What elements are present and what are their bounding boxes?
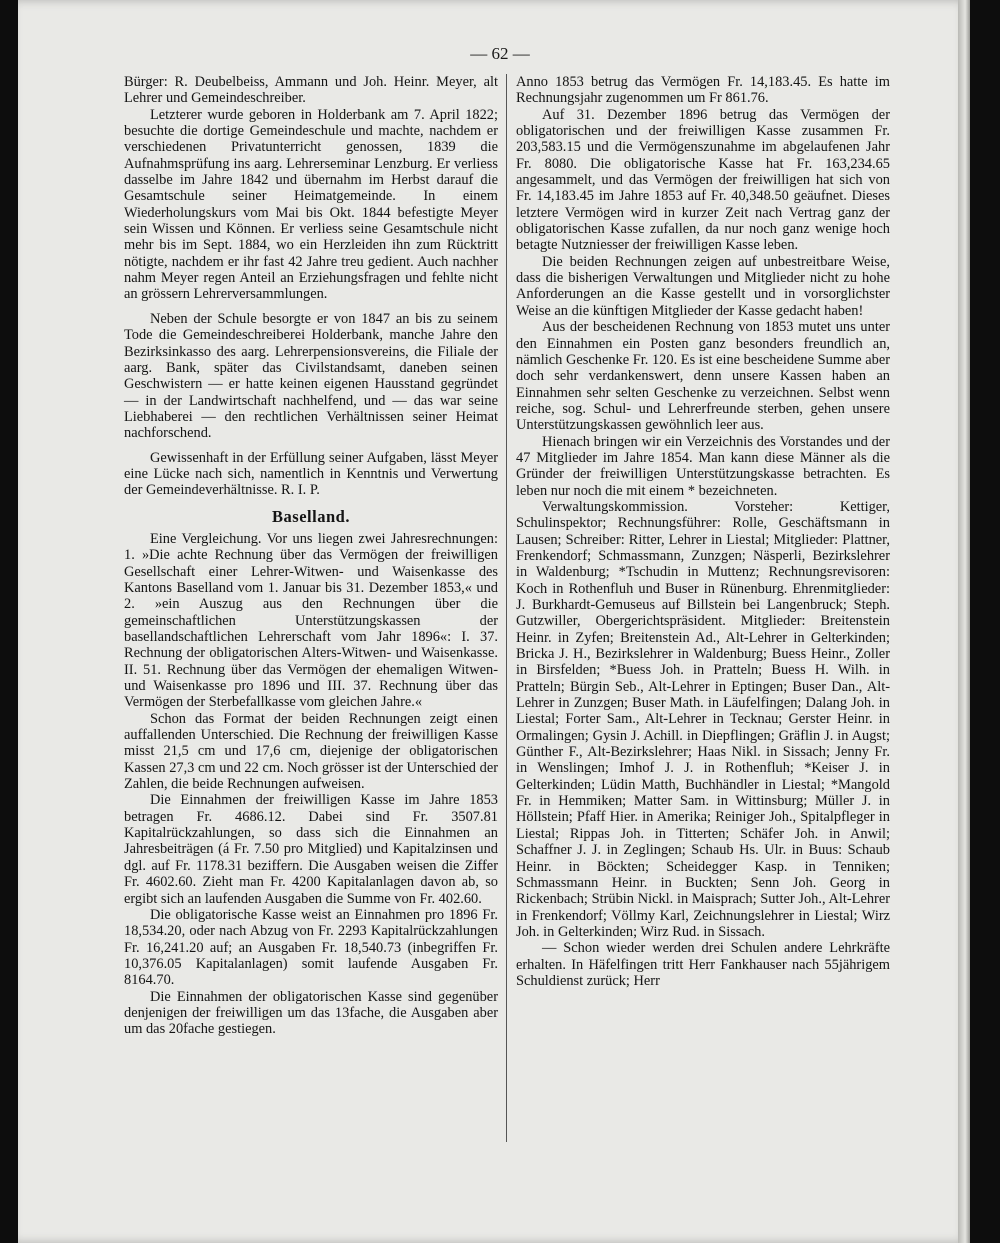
paragraph: Verwaltungskommission. Vorsteher: Kettiger, Schulinspektor; Rechnungsführer: Rolle, Geschäftsmann in Lausen; Schreiber: Ritter, Lehrer in Liestal; Mitglieder: Plattner, Frenkendorf; Schmassmann, Zunzgen; Näsperli, Bezirkslehrer in Waldenburg; *Tschudin in Muttenz; Rechnungsrevisoren: Koch in Rothenfluh und Buser in Rünenburg. Ehrenmitglieder: J. Burkhardt-Gemuseus auf Billstein bei Langenbruck; Steph. Gutzwiller, Obergerichtspräsident. Mitglieder: Breitenstein Heinr. in Zyfen; Breitenstein Ad., Alt-Lehrer in Gelterkinden; Bricka J. H., Bezirkslehrer in Waldenburg; Buess Heinr., Zoller in Birsfelden; *Buess Joh. in Pratteln; Buess H. Wilh. in Pratteln; Bürgin Seb., Alt-Lehrer in Eptingen; Buser Dan., Alt-Lehrer in Zunzgen; Buser Math. in Läufelfingen; Dalang Joh. in Liestal; Forter Sam., Alt-Lehrer in Tecknau; Gerster Heinr. in Ormalingen; Gysin J. Achill. in Diepflingen; Gräflin J. in Augst; Günther F., Alt-Bezirkslehrer; Haas Nikl. in Sissach; Jenny Fr. in Wenslingen; Imhof J. J. in Rothenfluh; *Keiser J. in Gelterkinden; Lüdin Matth, Buchhändler in Liestal; *Mangold Fr. in Hemmiken; Matter Sam. in Wittinsburg; Müller J. in Höllstein; Pfaff Hier. in Amerika; Reiniger Joh., Spitalpfleger in Liestal; Rippas Joh. in Titterten; Schäfer Joh. in Anwil; Schaffner J. J. in Zeglingen; Schaub Hs. Ulr. in Buus: Schaub Heinr. in Böckten; Scheidegger Kasp. in Tenniken; Schmassmann Heinr. in Buckten; Senn Joh. Georg in Rickenbach; Strübin Nickl. in Maisprach; Sutter Joh., Alt-Lehrer in Frenkendorf; Völlmy Karl, Zeichnungslehrer in Liestal; Wirz Joh. in Gelterkinden; Wirz Rud. in Sissach. <box>516 498 890 940</box>
paragraph: Schon das Format der beiden Rechnungen zeigt einen auffallenden Unterschied. Die Rechnung der freiwilligen Kasse misst 21,5 cm und 17,6 cm, diejenige der obligatorischen Kassen 27,3 cm und 22 cm. Noch grösser ist der Unterschied der Zahlen, die beide Rechnungen aufweisen. <box>124 710 498 793</box>
paragraph: Hienach bringen wir ein Verzeichnis des Vorstandes und der 47 Mitglieder im Jahre 1854. Man kann diese Männer als die Gründer der freiwilligen Unterstützungskasse betrachten. Es leben nur noch die mit einem * bezeichneten. <box>516 433 890 499</box>
right-column <box>516 74 890 989</box>
left-column <box>124 74 498 1038</box>
paragraph: — Schon wieder werden drei Schulen andere Lehrkräfte erhalten. In Häfelfingen tritt Herr Fankhauser nach 55jährigem Schuldienst zurück; Herr <box>516 940 890 989</box>
paragraph: Die beiden Rechnungen zeigen auf unbestreitbare Weise, dass die bisherigen Verwaltungen und Mitglieder nicht zu hohe Anforderungen an die Kasse gestellt und in vorsorglichster Weise an die künftigen Mitglieder der Kasse gedacht haben! <box>516 253 890 319</box>
paragraph: Letzterer wurde geboren in Holderbank am 7. April 1822; besuchte die dortige Gemeindeschule und machte, nachdem er verschiedenen Privatunterricht genossen, 1839 die Aufnahmsprüfung ins aarg. Lehrerseminar Lenzburg. Er verliess dasselbe im Jahre 1842 und übernahm im Herbst darauf die Gesamtschule seiner Heimatgemeinde. In einem Wiederholungskurs vom Mai bis Okt. 1844 befestigte Meyer sein Wissen und Können. Er verliess seine Gesamtschule nicht mehr bis im Sept. 1884, wo ein Herzleiden ihn zum Rücktritt nötigte, nachdem er ihr fast 42 Jahre treu gedient. Auch nachher nahm Meyer regen Anteil an Erziehungsfragen und fehlte nicht an grössern Lehrerversammlungen. <box>124 106 498 303</box>
paragraph: Neben der Schule besorgte er von 1847 an bis zu seinem Tode die Gemeindeschreiberei Holderbank, manche Jahre den Bezirksinkasso des aarg. Lehrerpensionsvereins, die Filiale der aarg. Bank, später das Civilstandsamt, daneben seinen Geschwistern — er hatte keinen eigenen Hausstand gegründet — in der Landwirtschaft nachhelfend, und — das war seine Liebhaberei — den rechtlichen Verhältnissen seiner Heimat nachforschend. <box>124 310 498 442</box>
paragraph: Auf 31. Dezember 1896 betrug das Vermögen der obligatorischen und der freiwilligen Kasse zusammen Fr. 203,583.15 und die Vermögenszunahme im abgelaufenen Jahr Fr. 8080. Die obligatorische Kasse hat Fr. 163,234.65 angesammelt, und das Vermögen der freiwilligen hat sich von Fr. 14,183.45 im Jahre 1853 auf Fr. 40,348.50 geäufnet. Dieses letztere Vermögen wird in kurzer Zeit nach Vertrag ganz der obligatorischen Kasse zufallen, da nur noch ganz wenige hoch betagte Nutzniesser der freiwilligen Kasse leben. <box>516 106 890 254</box>
page-number: — 62 — <box>470 44 530 63</box>
section-heading: Baselland. <box>272 506 350 526</box>
paragraph: Die Einnahmen der freiwilligen Kasse im Jahre 1853 betragen Fr. 4686.12. Dabei sind Fr. 3507.81 Kapitalrückzahlungen, so dass sich die Einnahmen an Jahresbeiträgen (á Fr. 7.50 pro Mitglied) und Kapitalzinsen und dgl. auf Fr. 1178.31 beziffern. Die Ausgaben weisen die Ziffer Fr. 4602.60. Zieht man Fr. 4200 Kapitalanlagen davon ab, so ergibt sich an laufenden Ausgaben die Summe von Fr. 402.60. <box>124 792 498 907</box>
paragraph: Bürger: R. Deubelbeiss, Ammann und Joh. Heinr. Meyer, alt Lehrer und Gemeindeschreiber. <box>124 74 498 107</box>
paragraph: Eine Vergleichung. Vor uns liegen zwei Jahresrechnungen: 1. »Die achte Rechnung über das Vermögen der freiwilligen Gesellschaft einer Lehrer-Witwen- und Waisenkasse des Kantons Baselland vom 1. Januar bis 31. Dezember 1853,« und 2. »ein Auszug aus den Rechnungen über die gemeinschaftlichen Unterstützungskassen der basellandschaftlichen Lehrerschaft vom Jahr 1896«: I. 37. Rechnung der obligatorischen Alters-Witwen- und Waisenkasse. II. 51. Rechnung über das Vermögen der ehemaligen Witwen- und Waisenkasse pro 1896 und III. 37. Rechnung über das Vermögen der Sterbefallkasse vom gleichen Jahre.« <box>124 530 498 711</box>
book-spine <box>958 0 970 1243</box>
paragraph: Gewissenhaft in der Erfüllung seiner Aufgaben, lässt Meyer eine Lücke nach sich, namentlich in Kenntnis und Verwertung der Gemeindeverhältnisse. R. I. P. <box>124 449 498 499</box>
column-divider <box>506 74 507 1142</box>
paragraph: Die Einnahmen der obligatorischen Kasse sind gegenüber denjenigen der freiwilligen um das 13fache, die Ausgaben aber um das 20fache gestiegen. <box>124 988 498 1038</box>
paragraph: Aus der bescheidenen Rechnung von 1853 mutet uns unter den Einnahmen ein Posten ganz besonders freundlich an, nämlich Geschenke Fr. 120. Es ist eine bescheidene Summe aber doch sehr verdankenswert, denn unsere Kassen haben an Einnahmen sehr selten Geschenke zu verzeichnen. Selbst wenn reiche, sog. Schul- und Lehrerfreunde sterben, gehen unsere Unterstützungskassen gewöhnlich leer aus. <box>516 319 890 434</box>
paragraph: Die obligatorische Kasse weist an Einnahmen pro 1896 Fr. 18,534.20, oder nach Abzug von Fr. 2293 Kapitalrückzahlungen Fr. 16,241.20 auf; an Ausgaben Fr. 18,540.73 (inbegriffen Fr. 10,376.05 Kapitalanlagen) somit laufende Ausgaben Fr. 8164.70. <box>124 906 498 989</box>
paragraph: Anno 1853 betrug das Vermögen Fr. 14,183.45. Es hatte im Rechnungsjahr zugenommen um Fr 861.76. <box>516 74 890 107</box>
